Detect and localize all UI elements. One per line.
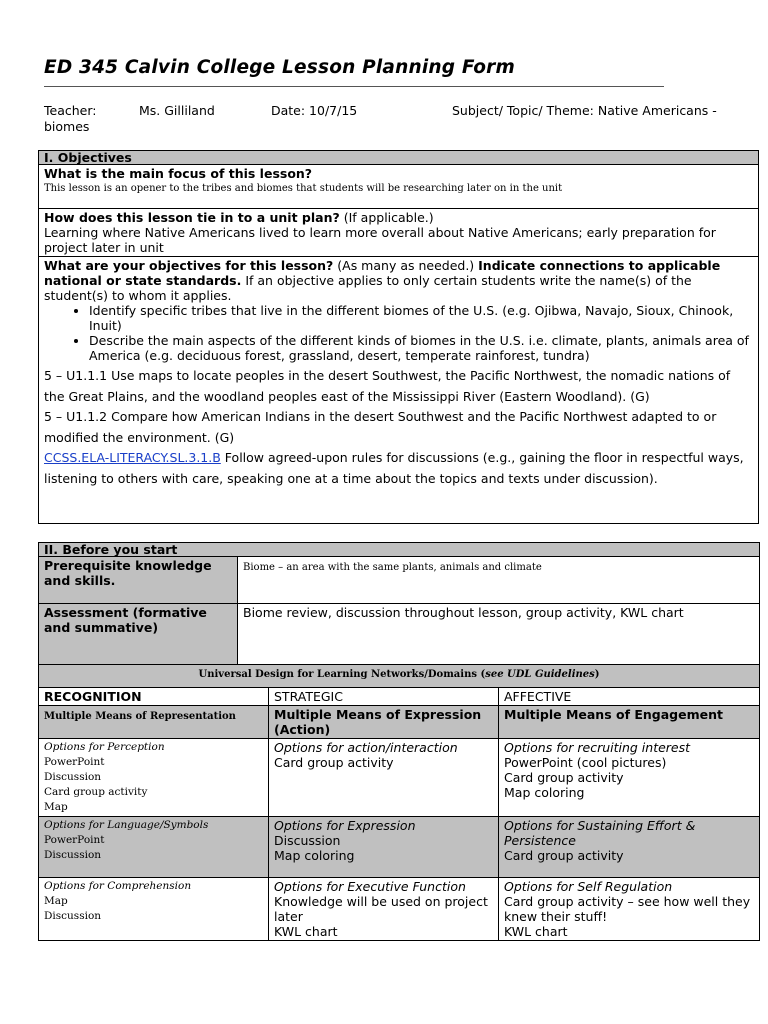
col-header-recognition: RECOGNITION <box>39 688 269 706</box>
standard-u112: 5 – U1.1.2 Compare how American Indians in the desert Southwest and the Pacific Northwest adapted to or modified the environment. (G) <box>44 409 717 445</box>
udl-option-item: Map coloring <box>274 848 355 863</box>
udl-title-text: Universal Design for Learning Networks/Domains ( <box>198 669 486 680</box>
focus-question: What is the main focus of this lesson? <box>44 166 313 181</box>
udl-option-item: Card group activity <box>274 755 394 770</box>
udl-option-item: KWL chart <box>274 924 338 939</box>
means-engagement: Multiple Means of Engagement <box>499 706 760 739</box>
udl-option-label: Options for Executive Function <box>274 879 466 894</box>
means-expression: Multiple Means of Expression (Action) <box>269 706 499 739</box>
focus-answer: This lesson is an opener to the tribes and biomes that students will be researching later on in the unit <box>44 183 563 194</box>
prereq-label: Prerequisite knowledge and skills. <box>39 557 238 604</box>
objective-list <box>44 303 753 363</box>
udl-option-label: Options for Self Regulation <box>504 879 673 894</box>
col-header-strategic: STRATEGIC <box>269 688 499 706</box>
udl-guidelines-ref: see UDL Guidelines <box>485 669 595 680</box>
udl-option-label: Options for Comprehension <box>44 880 192 892</box>
udl-option-item: PowerPoint <box>44 834 105 846</box>
udl-cell-language <box>39 817 269 878</box>
assessment-label: Assessment (formative and summative) <box>39 604 238 665</box>
objectives-header: I. Objectives <box>39 151 759 165</box>
udl-option-item: Knowledge will be used on project later <box>274 894 488 924</box>
udl-option-label: Options for Perception <box>44 741 165 753</box>
udl-option-item: Map <box>44 801 68 813</box>
udl-option-item: KWL chart <box>504 924 568 939</box>
udl-title <box>39 665 760 688</box>
ccss-standard-text: Follow agreed-upon rules for discussions (e.g., gaining the floor in respectful ways, listening to others with care, speaking one at a time about the topics and texts under discussion). <box>44 450 744 486</box>
objective-item: • Describe the main aspects of the different kinds of biomes in the U.S. i.e. climate, plants, animals area of America (e.g. deciduous forest, grassland, desert, temperate rainforest, tundra) <box>89 333 753 363</box>
col-header-affective: AFFECTIVE <box>499 688 760 706</box>
udl-cell-action <box>269 739 499 817</box>
objectives-cell <box>39 257 759 524</box>
title-rule <box>44 86 664 87</box>
udl-option-item: Discussion <box>44 771 102 783</box>
udl-option-label: Options for Sustaining Effort & Persistence <box>504 818 696 848</box>
assessment-value: Biome review, discussion throughout lesson, group activity, KWL chart <box>238 604 760 665</box>
udl-cell-comprehension <box>39 878 269 941</box>
udl-option-item: Card group activity – see how well they knew their stuff! <box>504 894 751 924</box>
udl-option-label: Options for Expression <box>274 818 416 833</box>
objectives-question: What are your objectives for this lesson? <box>44 258 334 273</box>
prereq-value: Biome – an area with the same plants, animals and climate <box>238 557 760 604</box>
udl-option-item: PowerPoint <box>44 756 105 768</box>
ccss-standard-link[interactable]: CCSS.ELA-LITERACY.SL.3.1.B <box>44 450 221 465</box>
udl-cell-recruiting <box>499 739 760 817</box>
objectives-question-note: (As many as needed.) <box>333 258 479 273</box>
teacher-name: Ms. Gilliland <box>139 103 215 118</box>
udl-option-item: Card group activity <box>44 786 148 798</box>
unit-question: How does this lesson tie in to a unit plan? <box>44 210 340 225</box>
udl-option-item: Card group activity <box>504 770 624 785</box>
standard-u111: 5 – U1.1.1 Use maps to locate peoples in the desert Southwest, the Pacific Northwest, the nomadic nations of the Great Plains, and the woodland peoples east of the Mississippi River (Eastern Woodland). (G) <box>44 368 731 404</box>
udl-option-item: Map <box>44 895 68 907</box>
before-table <box>38 542 760 941</box>
form-title: ED 345 Calvin College Lesson Planning Form <box>44 57 515 78</box>
udl-cell-sustaining <box>499 817 760 878</box>
udl-option-label: Options for recruiting interest <box>504 740 691 755</box>
udl-cell-expression <box>269 817 499 878</box>
objectives-question-rest: If an objective applies to only certain students write the name(s) of the student(s) to whom it applies. <box>44 273 692 303</box>
udl-option-label: Options for action/interaction <box>274 740 458 755</box>
lesson-date: Date: 10/7/15 <box>271 103 358 118</box>
unit-cell <box>39 209 759 257</box>
udl-option-item: PowerPoint (cool pictures) <box>504 755 667 770</box>
udl-option-item: Discussion <box>44 849 102 861</box>
focus-cell <box>39 165 759 209</box>
means-representation: Multiple Means of Representation <box>39 706 269 739</box>
udl-option-item: Discussion <box>44 910 102 922</box>
udl-option-item: Card group activity <box>504 848 624 863</box>
udl-option-label: Options for Language/Symbols <box>44 819 209 831</box>
udl-cell-perception <box>39 739 269 817</box>
lesson-subject-cont: biomes <box>44 119 90 134</box>
objective-item: • Identify specific tribes that live in the different biomes of the U.S. (e.g. Ojibwa, Navajo, Sioux, Chinook, Inuit) <box>89 303 753 333</box>
unit-answer: Learning where Native Americans lived to learn more overall about Native Americans; early preparation for project later in unit <box>44 225 716 255</box>
udl-cell-executive <box>269 878 499 941</box>
udl-cell-self-regulation <box>499 878 760 941</box>
objectives-table <box>38 150 759 524</box>
teacher-label: Teacher: <box>44 103 97 118</box>
lesson-subject: Subject/ Topic/ Theme: Native Americans - <box>452 103 717 118</box>
before-header: II. Before you start <box>39 543 760 557</box>
udl-option-item: Map coloring <box>504 785 585 800</box>
objectives-standards-prompt: Indicate connections to applicable national or state standards. <box>44 258 721 288</box>
udl-option-item: Discussion <box>274 833 341 848</box>
udl-title-end: ) <box>594 669 600 680</box>
unit-question-note: (If applicable.) <box>339 210 434 225</box>
